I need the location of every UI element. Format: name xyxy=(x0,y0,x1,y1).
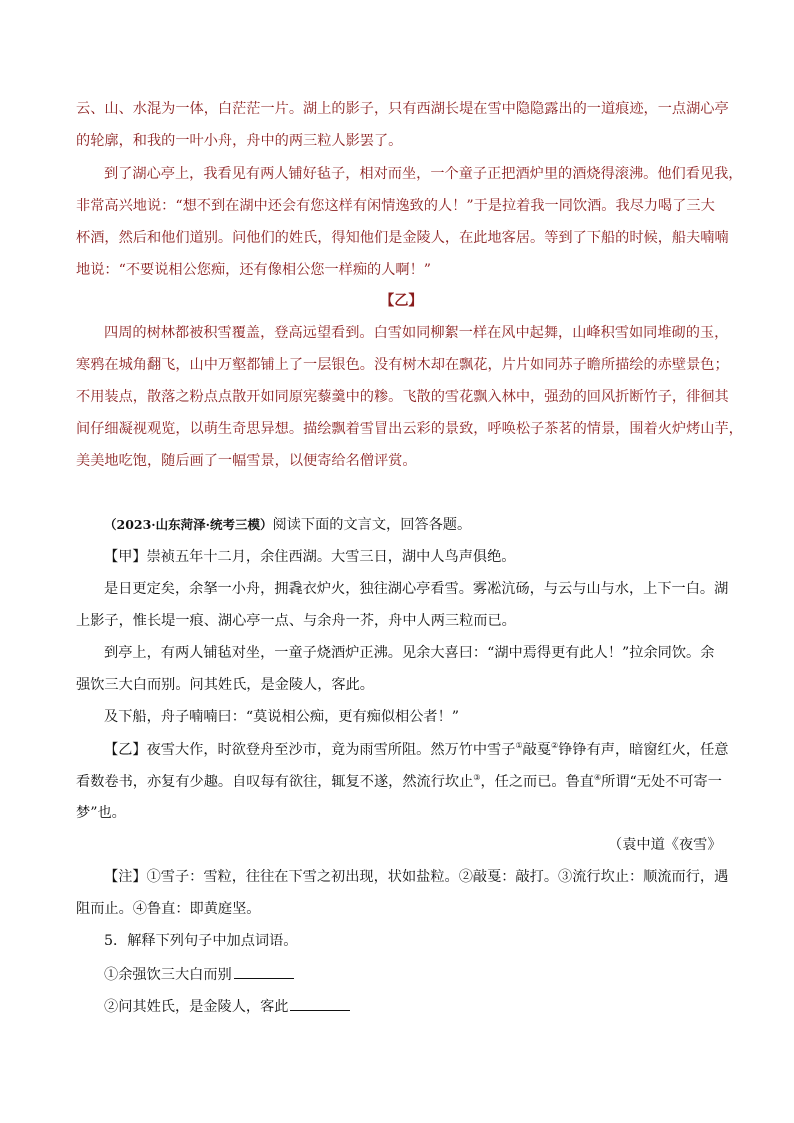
translation-jia-line-3: 到了湖心亭上，我看见有两人铺好毡子，相对而坐，一个童子正把酒炉里的酒烧得滚沸。他们看见我， xyxy=(104,166,743,182)
jia-line-1: 【甲】崇祯五年十二月，余住西湖。大雪三日，湖中人鸟声俱绝。 xyxy=(104,549,516,565)
question-prompt: 阅读下面的文言文，回答各题。 xyxy=(272,517,472,533)
notes-line-1: 【注】①雪子：雪粒，往往在下雪之初出现，状如盐粒。②敲戛：敲打。③流行坎止：顺流而行，遇 xyxy=(104,869,729,885)
yi-line-1-part-c: 铮铮有声，暗窗红火，任意 xyxy=(558,742,729,758)
yi-line-1-part-a: 【乙】夜雪大作，时欲登舟至沙市，竟为雨雪所阻。然万竹中雪子 xyxy=(104,742,516,758)
question-5-item-2-text: ②问其姓氏，是金陵人，客此 xyxy=(104,999,289,1015)
translation-yi-line-4: 间仔细凝视观览，以萌生奇思异想。描绘飘着雪冒出云彩的景致，呼唤松子茶茗的情景，围着火炉烤山芋， xyxy=(76,421,743,437)
note-marker-4: ④ xyxy=(593,773,602,782)
note-marker-1: ① xyxy=(515,741,523,750)
yi-line-2-part-b: ，任之而已。鲁直 xyxy=(480,774,594,790)
question-5-item-1-text: ①余强饮三大白而别 xyxy=(104,967,232,983)
translation-yi-line-3: 不用装点，散落之粉点点散开如同原宪藜羹中的糁。飞散的雪花飘入林中，强劲的回风折断竹子，徘徊其 xyxy=(76,389,729,405)
translation-jia-line-2: 的轮廓，和我的一叶小舟，舟中的两三粒人影罢了。 xyxy=(76,133,403,149)
answer-blank-1[interactable] xyxy=(234,966,294,979)
jia-line-6: 及下船，舟子喃喃曰：“莫说相公痴，更有痴似相公者！” xyxy=(104,709,460,725)
source-attribution: （袁中道《夜雪》 xyxy=(608,837,722,853)
note-marker-2: ② xyxy=(551,741,559,750)
yi-line-1 xyxy=(104,742,728,757)
yi-line-1-part-b: 敲戛 xyxy=(522,742,552,758)
translation-yi-line-1: 四周的树林都被积雪覆盖，登高远望看到。白雪如同柳絮一样在风中起舞，山峰积雪如同堆砌的玉， xyxy=(104,325,729,341)
yi-line-2-part-c: 所谓“无处不可寄一 xyxy=(601,774,722,790)
translation-jia-line-5: 杯酒，然后和他们道别。问他们的姓氏，得知他们是金陵人，在此地客居。等到了下船的时候，船夫喃喃 xyxy=(76,230,729,246)
translation-jia-line-4: 非常高兴地说：“想不到在湖中还会有您这样有闲情逸致的人！”于是拉着我一同饮酒。我尽力喝了三大 xyxy=(76,198,715,214)
question-5-item-1 xyxy=(104,966,294,982)
translation-yi-line-2: 寒鸦在城角翻飞，山中万壑都铺上了一层银色。没有树木却在飘花，片片如同苏子瞻所描绘的赤壁景色； xyxy=(76,357,729,373)
jia-line-4: 到亭上，有两人铺毡对坐，一童子烧酒炉正沸。见余大喜曰：“湖中焉得更有此人！”拉余同饮。余 xyxy=(104,645,715,661)
jia-line-5: 强饮三大白而别。问其姓氏，是金陵人，客此。 xyxy=(76,677,374,693)
yi-line-2 xyxy=(76,774,722,789)
translation-jia-line-1: 云、山、水混为一体，白茫茫一片。湖上的影子，只有西湖长堤在雪中隐隐露出的一道痕迹，一点湖心亭 xyxy=(76,101,729,117)
note-marker-3: ③ xyxy=(473,773,481,782)
jia-line-3: 上影子，惟长堤一痕、湖心亭一点、与余舟一芥，舟中人两三粒而已。 xyxy=(76,613,516,629)
translation-yi-heading: 【乙】 xyxy=(380,293,423,309)
answer-blank-2[interactable] xyxy=(290,998,350,1011)
question-source-tag: （2023·山东菏泽·统考三模） xyxy=(104,517,273,532)
translation-yi-line-5: 美美地吃饱，随后画了一幅雪景，以便寄给名僧评赏。 xyxy=(76,453,417,469)
jia-line-2: 是日更定矣，余拏一小舟，拥毳衣炉火，独往湖心亭看雪。雾凇沆砀，与云与山与水，上下一白。湖 xyxy=(104,581,729,597)
yi-line-2-part-a: 看数卷书，亦复有少趣。自叹每有欲往，辄复不遂，然流行坎止 xyxy=(76,774,474,790)
translation-jia-line-6: 地说：“不要说相公您痴，还有像相公您一样痴的人啊！” xyxy=(76,262,432,278)
notes-line-2: 阻而止。④鲁直：即黄庭坚。 xyxy=(76,901,261,917)
question-header xyxy=(104,518,471,532)
yi-line-3: 梦”也。 xyxy=(76,805,126,821)
question-5-prompt: 5．解释下列句子中加点词语。 xyxy=(104,933,298,949)
question-5-item-2 xyxy=(104,998,350,1014)
